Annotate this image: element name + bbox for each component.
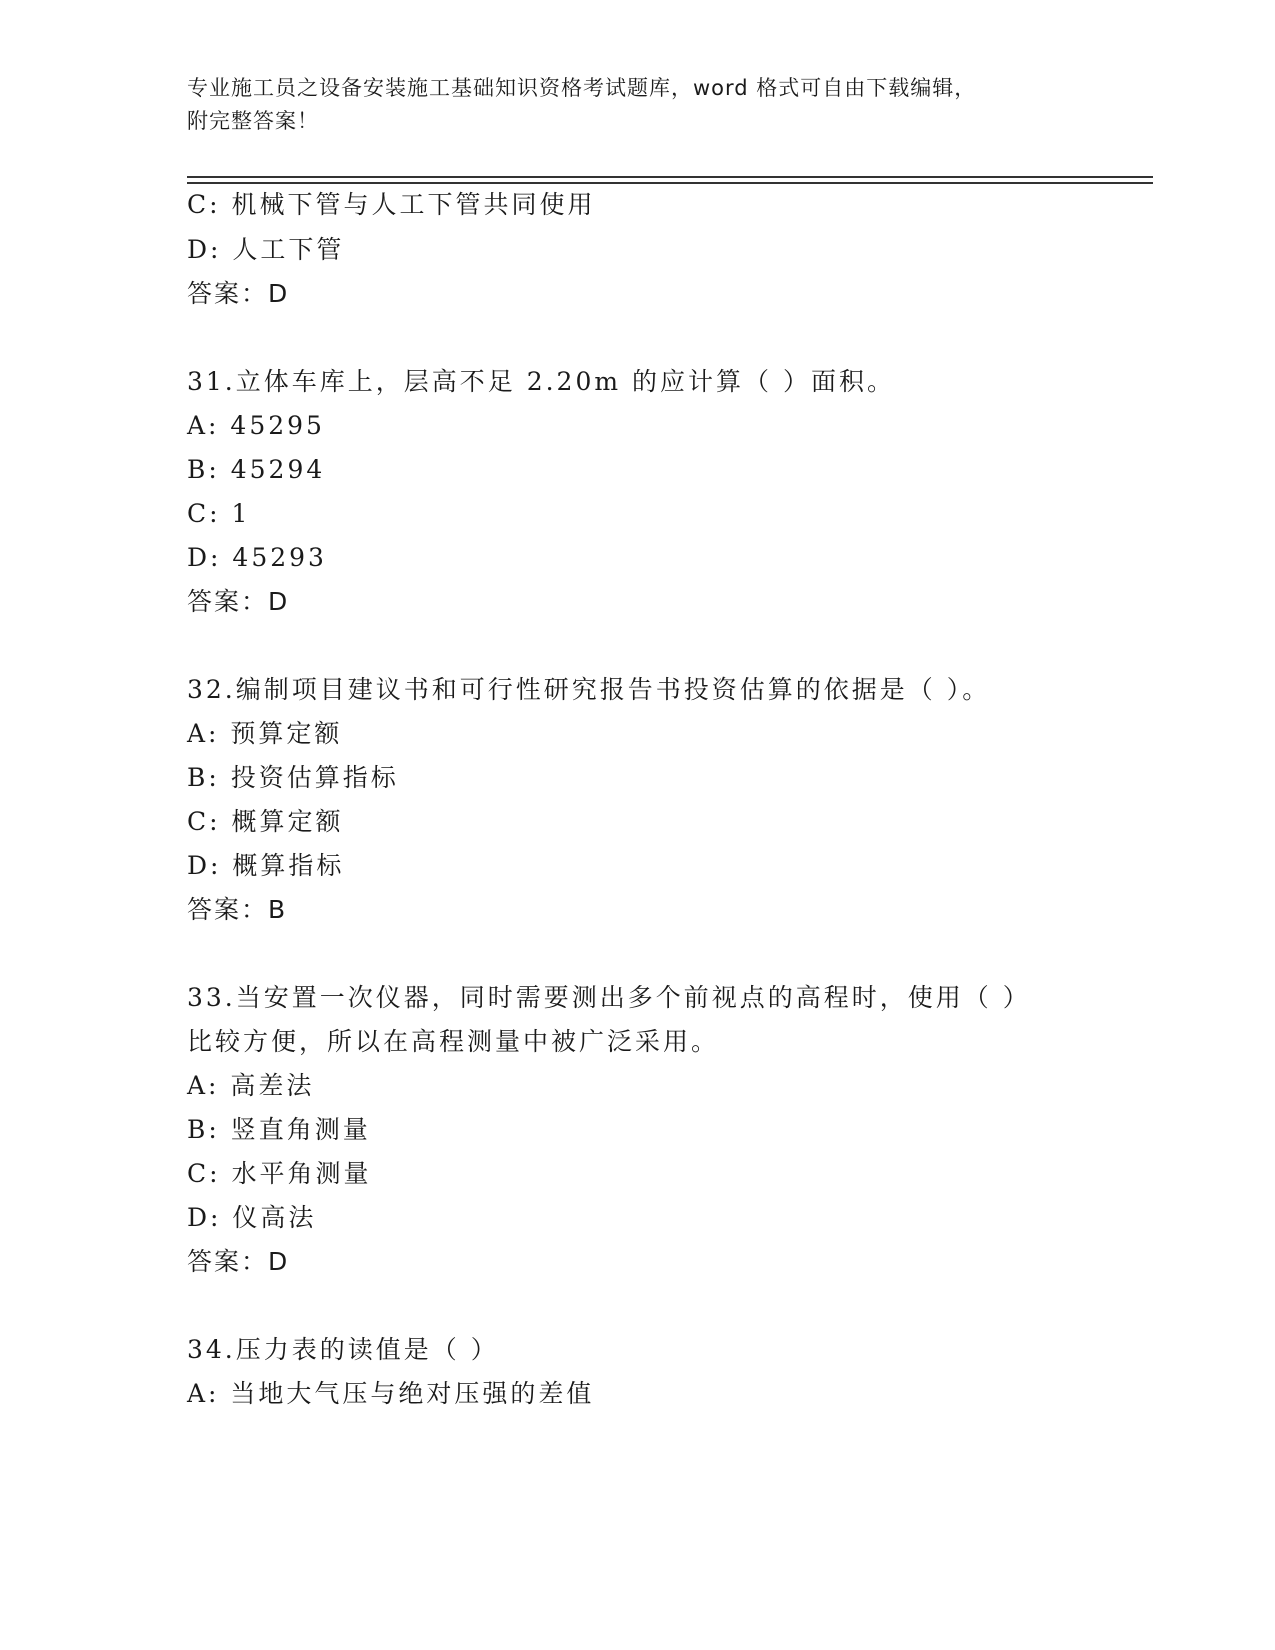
- q30-option-d: D: 人工下管: [187, 235, 345, 264]
- q32-option-d: D: 概算指标: [187, 851, 345, 880]
- q31-option-c: C: 1: [187, 499, 251, 528]
- header-divider-top: [187, 176, 1153, 178]
- q33-option-b: B: 竖直角测量: [187, 1115, 371, 1144]
- q33-question-line-2: 比较方便，所以在高程测量中被广泛采用。: [187, 1027, 720, 1056]
- header-line-2: 附完整答案！: [187, 109, 319, 133]
- q33-option-a: A: 高差法: [187, 1071, 315, 1100]
- q31-option-a: A: 45295: [187, 411, 325, 440]
- q31-option-b: B: 45294: [187, 455, 326, 484]
- q30-option-c: C: 机械下管与人工下管共同使用: [187, 190, 596, 219]
- q31-question: 31.立体车库上，层高不足 2.20m 的应计算（ ）面积。: [187, 367, 895, 396]
- header-line-1: 专业施工员之设备安装施工基础知识资格考试题库，word 格式可自由下载编辑，: [187, 76, 977, 100]
- q33-question-line-1: 33.当安置一次仪器，同时需要测出多个前视点的高程时，使用（ ）: [187, 983, 1031, 1012]
- q31-answer: 答案：D: [187, 587, 290, 616]
- q33-answer: 答案：D: [187, 1247, 290, 1276]
- q32-option-b: B: 投资估算指标: [187, 763, 399, 792]
- q33-option-c: C: 水平角测量: [187, 1159, 372, 1188]
- q34-question: 34.压力表的读值是（ ）: [187, 1335, 499, 1364]
- q32-answer: 答案：B: [187, 895, 288, 924]
- q31-option-d: D: 45293: [187, 543, 327, 572]
- q32-question: 32.编制项目建议书和可行性研究报告书投资估算的依据是（ ）。: [187, 675, 991, 704]
- q30-answer: 答案：D: [187, 279, 290, 308]
- q32-option-a: A: 预算定额: [187, 719, 343, 748]
- header-divider-bottom: [187, 182, 1153, 184]
- q32-option-c: C: 概算定额: [187, 807, 344, 836]
- q33-option-d: D: 仪高法: [187, 1203, 317, 1232]
- q34-option-a: A: 当地大气压与绝对压强的差值: [187, 1379, 595, 1408]
- document-header: [187, 72, 1067, 138]
